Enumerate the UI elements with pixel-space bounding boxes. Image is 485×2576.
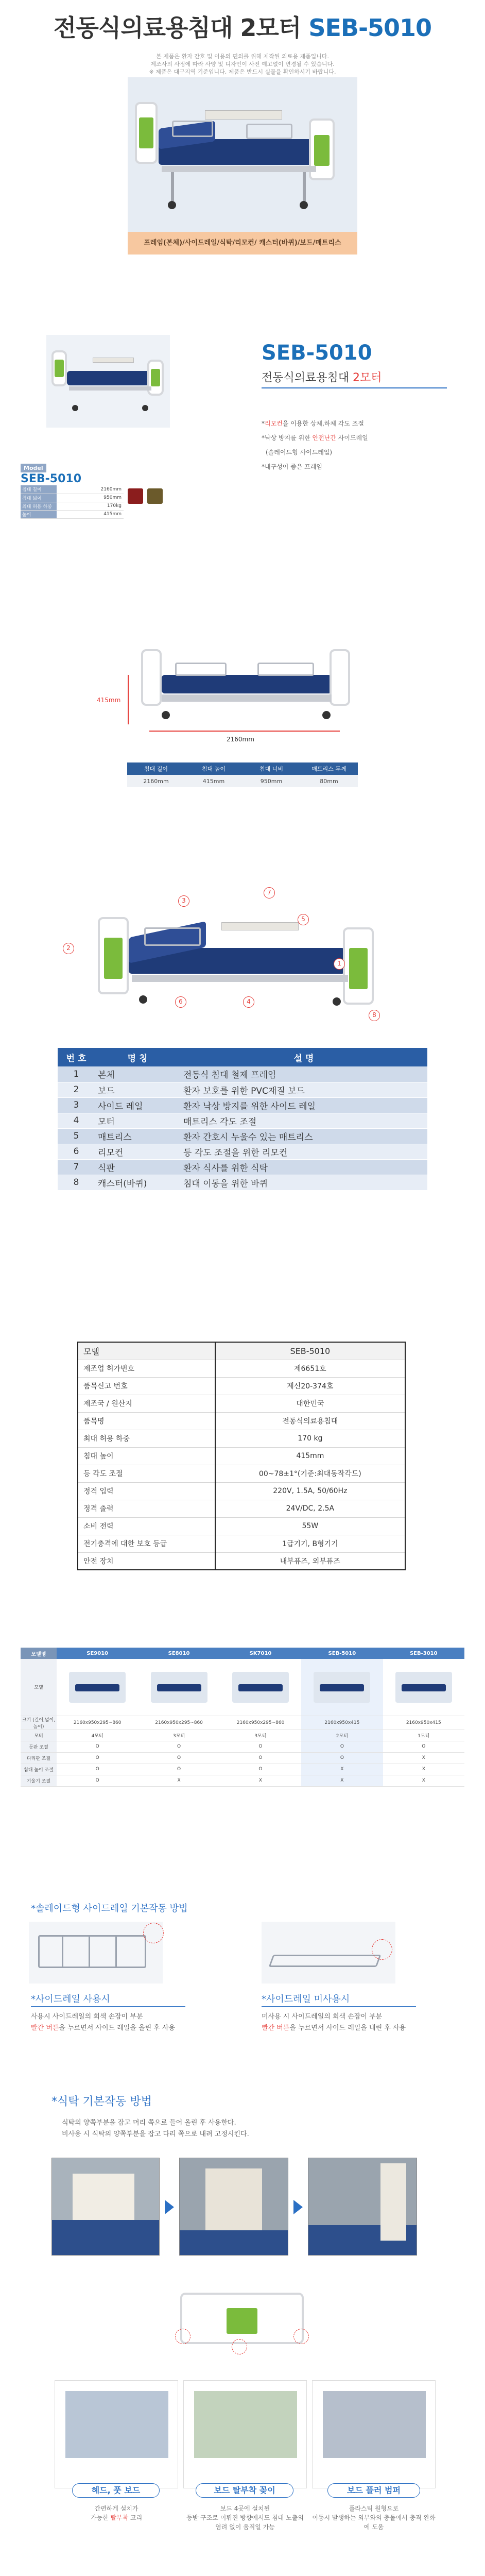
caster-icon — [139, 995, 147, 1004]
table-row: 3 사이드 레일 환자 낙상 방지를 위한 사이드 레일 — [58, 1097, 427, 1113]
hero-image — [128, 77, 357, 232]
callout-6: 6 — [175, 996, 186, 1008]
table-row: 6 리모컨 등 각도 조절을 위한 리모컨 — [58, 1144, 427, 1159]
leg — [303, 172, 306, 201]
model-thumb — [383, 1659, 464, 1716]
mini-spec — [21, 464, 124, 519]
board-panel — [139, 117, 153, 148]
table-row: 모터 4모터 3모터 3모터 2모터 1모터 — [21, 1730, 464, 1741]
feature-photo — [194, 2391, 297, 2458]
table-row: 전기충격에 대한 보호 등급 1급기기, B형기기 — [78, 1535, 405, 1552]
board-panel — [349, 948, 368, 989]
spec-table — [77, 1342, 406, 1570]
board-panel — [55, 360, 64, 377]
height-label: 415mm — [97, 697, 121, 704]
table-row: 8 캐스터(바퀴) 침대 이동을 위한 바퀴 — [58, 1175, 427, 1190]
table-row: 침대 높이 조절 O O O X X — [21, 1764, 464, 1775]
table-row: 정격 입력 220V, 1.5A, 50/60Hz — [78, 1482, 405, 1500]
board-panel — [151, 369, 160, 386]
table-row: 정격 출력 24V/DC, 2.5A — [78, 1500, 405, 1517]
model-thumb — [138, 1659, 219, 1716]
table-step-photo — [179, 2158, 288, 2256]
rail-nonuse-desc: 미사용 시 사이드레일의 회색 손잡이 부분 빨간 버튼을 누르면서 사이드 레일을 내린 후 사용 — [262, 2013, 406, 2032]
rail-use-title: *사이드레일 사용시 — [31, 1994, 110, 2005]
table-row: 최대 허용 하중 170 kg — [78, 1430, 405, 1447]
page-title — [0, 9, 485, 43]
side-rail — [144, 927, 201, 946]
table-row: 크기 (길이,넓이,높이) 2160x950x295~860 2160x950x295~860 2160x950x295~860 2160x950x415 2160x950x415 — [21, 1716, 464, 1730]
table-row: 4 모터 매트리스 각도 조절 — [58, 1113, 427, 1128]
meal-tray — [205, 110, 282, 120]
side-rail — [38, 1935, 146, 1968]
table-row: 침대 높이 415mm — [78, 1447, 405, 1465]
frame — [132, 975, 348, 982]
feature-card — [183, 2380, 307, 2488]
table-row: 다리판 조절 O O O O X — [21, 1752, 464, 1764]
table-row: 모델 — [21, 1659, 464, 1716]
feature-card — [312, 2380, 436, 2488]
arrow-right-icon — [293, 2200, 303, 2214]
title-model: SEB-5010 — [308, 14, 432, 42]
meal-tray — [221, 922, 299, 930]
bullet-item: *낙상 방지를 위한 안전난간 사이드레일 — [262, 434, 368, 442]
table-step-photo — [308, 2158, 417, 2256]
callout-5: 5 — [298, 914, 309, 925]
arrow-right-icon — [165, 2200, 174, 2214]
callout-1: 1 — [334, 958, 345, 970]
intro-name-prefix: 전동식의료용침대 — [262, 371, 350, 384]
callout-7: 7 — [264, 887, 275, 899]
model-thumb — [220, 1659, 301, 1716]
table-header-row: 침대 길이 침대 높이 침대 너비 매트리스 두께 — [127, 762, 358, 775]
board-panel — [104, 938, 123, 979]
callout-4: 4 — [243, 996, 254, 1008]
intro-image — [46, 335, 170, 428]
notice — [0, 53, 485, 76]
head-board — [141, 649, 162, 706]
rail-use-desc: 사용시 사이드레일의 회색 손잡이 부분 빨간 버튼을 누르면서 사이드 레일을 올린 후 사용 — [31, 2013, 176, 2032]
meal-tray — [93, 358, 134, 363]
intro-model: SEB-5010 — [262, 341, 372, 365]
board-closeup-image — [165, 2287, 319, 2365]
callout-3: 3 — [178, 895, 189, 907]
parts-image — [67, 896, 396, 1015]
table-row: 침대 길이 2160mm — [21, 485, 124, 494]
table-row: 품목신고 번호 제신20-374호 — [78, 1377, 405, 1395]
color-swatch — [128, 488, 143, 504]
caster-icon — [322, 711, 331, 719]
comparison-table — [21, 1648, 464, 1787]
table-row: 2160mm 415mm 950mm 80mm — [127, 775, 358, 787]
notice-line: 제조사의 사정에 따라 사양 및 디자인이 사전 예고없이 변경될 수 있습니다. — [150, 61, 335, 67]
table-row: 침대 넓이 950mm — [21, 494, 124, 502]
side-rail — [257, 663, 314, 676]
mini-model-name: SEB-5010 — [21, 472, 82, 485]
side-rail — [172, 121, 213, 137]
dimension-table — [127, 762, 358, 787]
button-highlight — [143, 1923, 164, 1943]
feature-desc: 간편하게 설치가 가능한 탈부착 고리 — [90, 2505, 143, 2521]
divider — [262, 387, 447, 388]
feature-card — [55, 2380, 178, 2488]
length-label: 2160mm — [227, 736, 254, 743]
callout-8: 8 — [369, 1010, 380, 1021]
table-row: 등판 조절 O O O O O — [21, 1741, 464, 1752]
table-row: 높이 415mm — [21, 510, 124, 518]
caster-icon — [168, 201, 176, 209]
table-row: 제조업 허가번호 제6651호 — [78, 1360, 405, 1377]
table-row: 7 식판 환자 식사를 위한 식탁 — [58, 1159, 427, 1175]
color-swatch — [147, 488, 163, 504]
intro-name-accent: 2모터 — [353, 371, 382, 384]
caster-icon — [162, 711, 170, 719]
feature-desc: 보드 4곳에 설치된 등받 구조로 이뤄진 방향에서도 침대 노출의 염려 없이 움직일 가능 — [186, 2505, 304, 2531]
model-tag: Model — [21, 464, 46, 472]
table-header-row: 모델명 SE9010 SE8010 SK7010 SEB-5010 SEB-3010 — [21, 1648, 464, 1659]
table-row: 모델 SEB-5010 — [78, 1342, 405, 1360]
height-line — [128, 675, 129, 724]
caster-icon — [300, 201, 308, 209]
callout-2: 2 — [63, 943, 74, 954]
caster-icon — [333, 997, 341, 1006]
bullet-item: *리모컨을 이용한 상체,하체 각도 조절 — [262, 420, 364, 427]
feature-bullets — [262, 416, 368, 474]
table-row: 1 본체 전동식 침대 철제 프레임 — [58, 1066, 427, 1082]
bullet-item: *내구성이 좋은 프레임 — [262, 463, 322, 470]
table-row: 2 보드 환자 보호를 위한 PVC재질 보드 — [58, 1082, 427, 1097]
length-line — [149, 731, 340, 732]
caster-icon — [72, 405, 78, 411]
notice-line: 본 제품은 환자 간호 및 이용의 편의를 위해 제작된 의료용 제품입니다. — [156, 53, 329, 60]
table-row: 5 매트리스 환자 간호시 누울수 있는 매트리스 — [58, 1128, 427, 1144]
feature-photo — [65, 2391, 168, 2458]
feature-label: 보드 플러 범퍼 — [327, 2483, 420, 2498]
table-row: 제조국 / 원산지 대한민국 — [78, 1395, 405, 1412]
table-op-title: *식탁 기본작동 방법 — [51, 2095, 152, 2108]
model-thumb — [57, 1659, 138, 1716]
frame — [69, 386, 151, 391]
frame — [162, 694, 332, 702]
caster-icon — [142, 405, 148, 411]
rail-section-title: *솔레이드형 사이드레일 기본작동 방법 — [31, 1903, 188, 1914]
parts-table — [58, 1048, 427, 1191]
bullet-item: (솔레이드형 사이드레일) — [266, 449, 333, 456]
frame — [162, 166, 316, 172]
mattress — [162, 675, 332, 693]
rail-nonuse-title: *사이드레일 미사용시 — [262, 1994, 350, 2005]
side-rail — [246, 124, 292, 139]
rail-up-image — [29, 1922, 163, 1984]
table-row: 최대 허용 하중 170kg — [21, 502, 124, 510]
dimension-image — [129, 634, 376, 737]
mattress — [67, 371, 149, 385]
feature-photo — [323, 2391, 426, 2458]
feature-desc: 플라스틱 원형으로 이동시 발생하는 외부와의 충돌에서 충격 완화에 도움 — [312, 2505, 436, 2531]
components-bar: 프레임(본체)/사이드레일/식탁/리모컨/ 캐스터(바퀴)/보드/매트리스 — [128, 232, 357, 255]
feature-label: 보드 탈부착 꽂이 — [196, 2483, 293, 2498]
foot-board — [330, 649, 350, 706]
table-step-photo — [51, 2158, 160, 2256]
table-row: 기울기 조절 O X X X X — [21, 1775, 464, 1786]
table-header-row: 번 호 명 칭 설 명 — [58, 1048, 427, 1066]
table-row: 품목명 전동식의료용침대 — [78, 1412, 405, 1430]
title-korean: 전동식의료용침대 2모터 — [53, 14, 301, 42]
intro-name — [262, 369, 382, 385]
table-row: 소비 전력 55W — [78, 1517, 405, 1535]
button-highlight — [372, 1939, 392, 1960]
table-op-desc: 식탁의 양쪽부분을 잡고 머리 쪽으로 들어 올린 후 사용한다. 비사용 시 식탁의 양쪽부분을 잡고 다리 쪽으로 내려 고정시킨다. — [62, 2119, 249, 2138]
feature-label: 헤드, 풋 보드 — [72, 2483, 160, 2498]
header — [0, 9, 485, 76]
side-rail — [269, 1955, 382, 1967]
notice-line: ※ 제품은 대구지역 기준입니다. 제품은 반드시 실물을 확인하시기 바랍니다. — [149, 69, 336, 75]
board-panel — [227, 2308, 257, 2334]
model-thumb — [301, 1659, 383, 1716]
leg — [171, 172, 174, 201]
side-rail — [175, 663, 227, 676]
board-panel — [314, 135, 330, 166]
mini-spec-table — [21, 485, 124, 519]
table-row: 등 각도 조절 00~78±1°(기준:최대동작각도) — [78, 1465, 405, 1482]
table-row: 안전 장치 내부퓨즈, 외부퓨즈 — [78, 1552, 405, 1570]
